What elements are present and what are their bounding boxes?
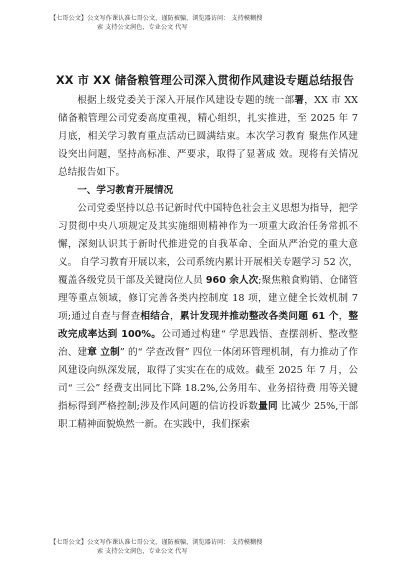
body-bold: 整改完成率达到 100%。 — [58, 311, 359, 340]
intro-text-a: 根据上级党委关于深入开展作风建设专题的统一部 — [77, 95, 295, 106]
header-watermark-banner — [50, 14, 390, 32]
intro-text-bold: 署 — [294, 95, 305, 106]
footer-banner-line1: 【七哥公文】公文写作课认准七哥公文，谨防被骗，浏览器访问： 支持模糊搜 — [50, 539, 263, 546]
body-bold: 章 立制 — [87, 347, 120, 358]
body-bold: 累计发现并推动整改各类问题 61 个 — [179, 311, 339, 322]
body-bold: 960 余人次 — [205, 275, 259, 286]
footer-watermark-banner — [50, 538, 390, 556]
body-bold: 量同 — [258, 401, 278, 412]
body-paragraph-1 — [58, 200, 358, 434]
header-banner-line1: 【七哥公文】公文写作课认准七哥公文，谨防被骗，浏览器访问： 支持模糊搜 — [50, 15, 263, 22]
section-heading-1: 一、学习教育开展情况 — [77, 185, 174, 196]
footer-banner-line2: 索 支持公文润色，专业公文 代写 — [97, 548, 188, 555]
body-text: ， — [170, 311, 180, 322]
header-banner-line2: 索 支持公文润色，专业公文 代写 — [97, 24, 188, 31]
intro-text-c: ，XX 市 XX 储备粮管理公司党委高度重视，精心组织，扎实推进，至 2025 年 7 月底，相关学习教育重点活动已圆满结束。本次学习教育 聚焦作风建设突出问题，坚持高标准、严要求，取得了显著成 效。现将有关情况总结报告如下。 — [58, 95, 359, 178]
body-text: 比减少 25%,干部职工精神面貌焕然一新。在实践中，我们探索 — [58, 401, 358, 430]
body-text: ， — [338, 311, 349, 322]
body-text: ;聚焦粮食购销、仓储管理等重点领域，修订完善各类内控制度 18 项，建立健全长效机制 7 项;通过自查与督查 — [58, 275, 358, 322]
body-bold: 相结合 — [140, 311, 171, 322]
body-text: 公司通过构建“ 学思践悟、查摆剖析、整改整治、建 — [58, 329, 358, 358]
document-title: XX 市 XX 储备粮管理公司深入贯彻作风建设专题总结报告 — [55, 74, 355, 87]
body-text: 公司党委坚持以总书记新时代中国特色社会主义思想为指导，把学习贯彻中央八项规定及其实施细则精神作为一项重大政治任务常抓不懈，深刻认识其于新时代推进党的自我革命、全面从严治党的重大意义。 自学习教育开展以来，公司系统内累计开展相关专题学习 52 次，覆盖各级党员干部及关键岗位人员 — [58, 203, 358, 286]
intro-paragraph — [58, 92, 358, 182]
body-text: ” 的“ 学查改督” 四位一体闭环管理机制，有力推动了作 风建设向纵深发展，取得了实实在在的成效。截至 2025 年 7 月，公司“ 三公” 经费支出同比下降 18.2%,公务用车、业务招待费 用等关键指标得到严格控制;涉及作风问题的信访投诉数 — [58, 347, 359, 412]
document-body — [58, 92, 358, 434]
